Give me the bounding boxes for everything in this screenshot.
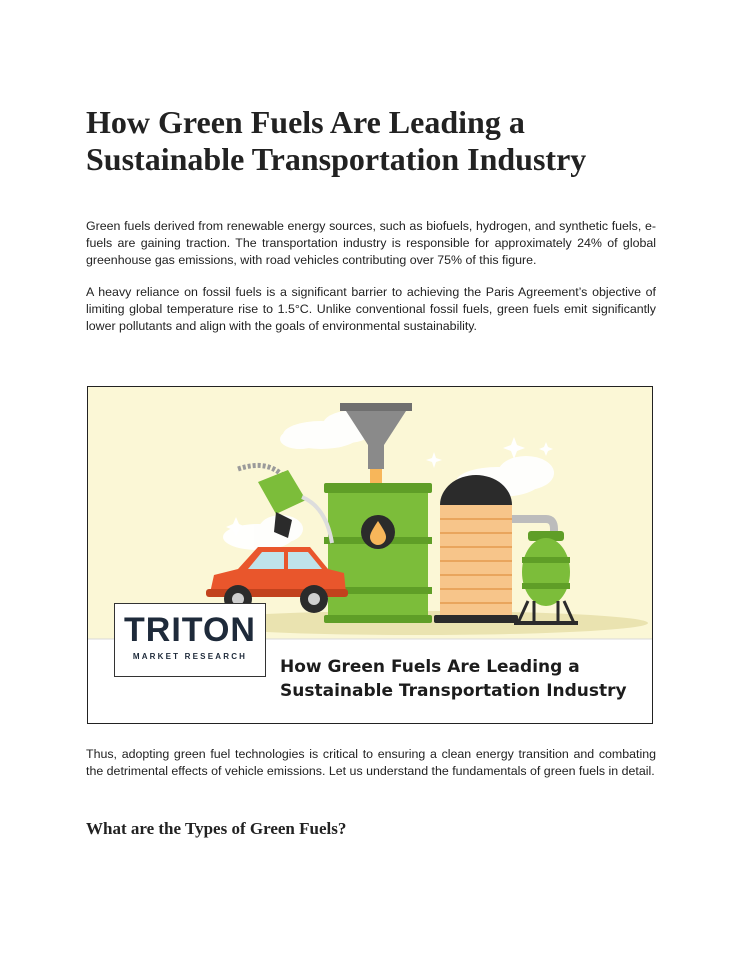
- oil-barrel-icon: [324, 483, 432, 623]
- article-banner-image: [87, 386, 653, 724]
- storage-tank-icon: [434, 475, 518, 623]
- transition-paragraph: Thus, adopting green fuel technologies is critical to ensuring a clean energy transition and combating the detrimental effects of vehicle emissions. Let us understand the fundamentals of green fuels in detail.: [86, 747, 656, 778]
- intro-paragraph: Green fuels derived from renewable energy sources, such as biofuels, hydrogen, and synthetic fuels, e-fuels are gaining traction. The transportation industry is responsible for approximately 24% of global greenhouse gas emissions, with road vehicles contributing over 75% of this figure.: [86, 219, 656, 267]
- banner-title: [280, 655, 650, 703]
- triton-logo: [114, 603, 266, 677]
- section-heading: What are the Types of Green Fuels?: [86, 819, 347, 838]
- logo-subtext: MARKET RESEARCH: [132, 652, 248, 661]
- banner-title-line-1: How Green Fuels Are Leading a: [280, 657, 580, 677]
- logo-wordmark: TRITON: [124, 611, 256, 649]
- fossil-fuel-paragraph: A heavy reliance on fossil fuels is a significant barrier to achieving the Paris Agreement’s objective of limiting global temperature rise to 1.5°C. Unlike conventional fossil fuels, green fuels emit significantly lower pollutants and align with the goals of environmental sustainability.: [86, 285, 656, 333]
- banner-title-line-2: Sustainable Transportation Industry: [280, 681, 627, 701]
- article-title: How Green Fuels Are Leading a Sustainable Transportation Industry: [86, 104, 587, 177]
